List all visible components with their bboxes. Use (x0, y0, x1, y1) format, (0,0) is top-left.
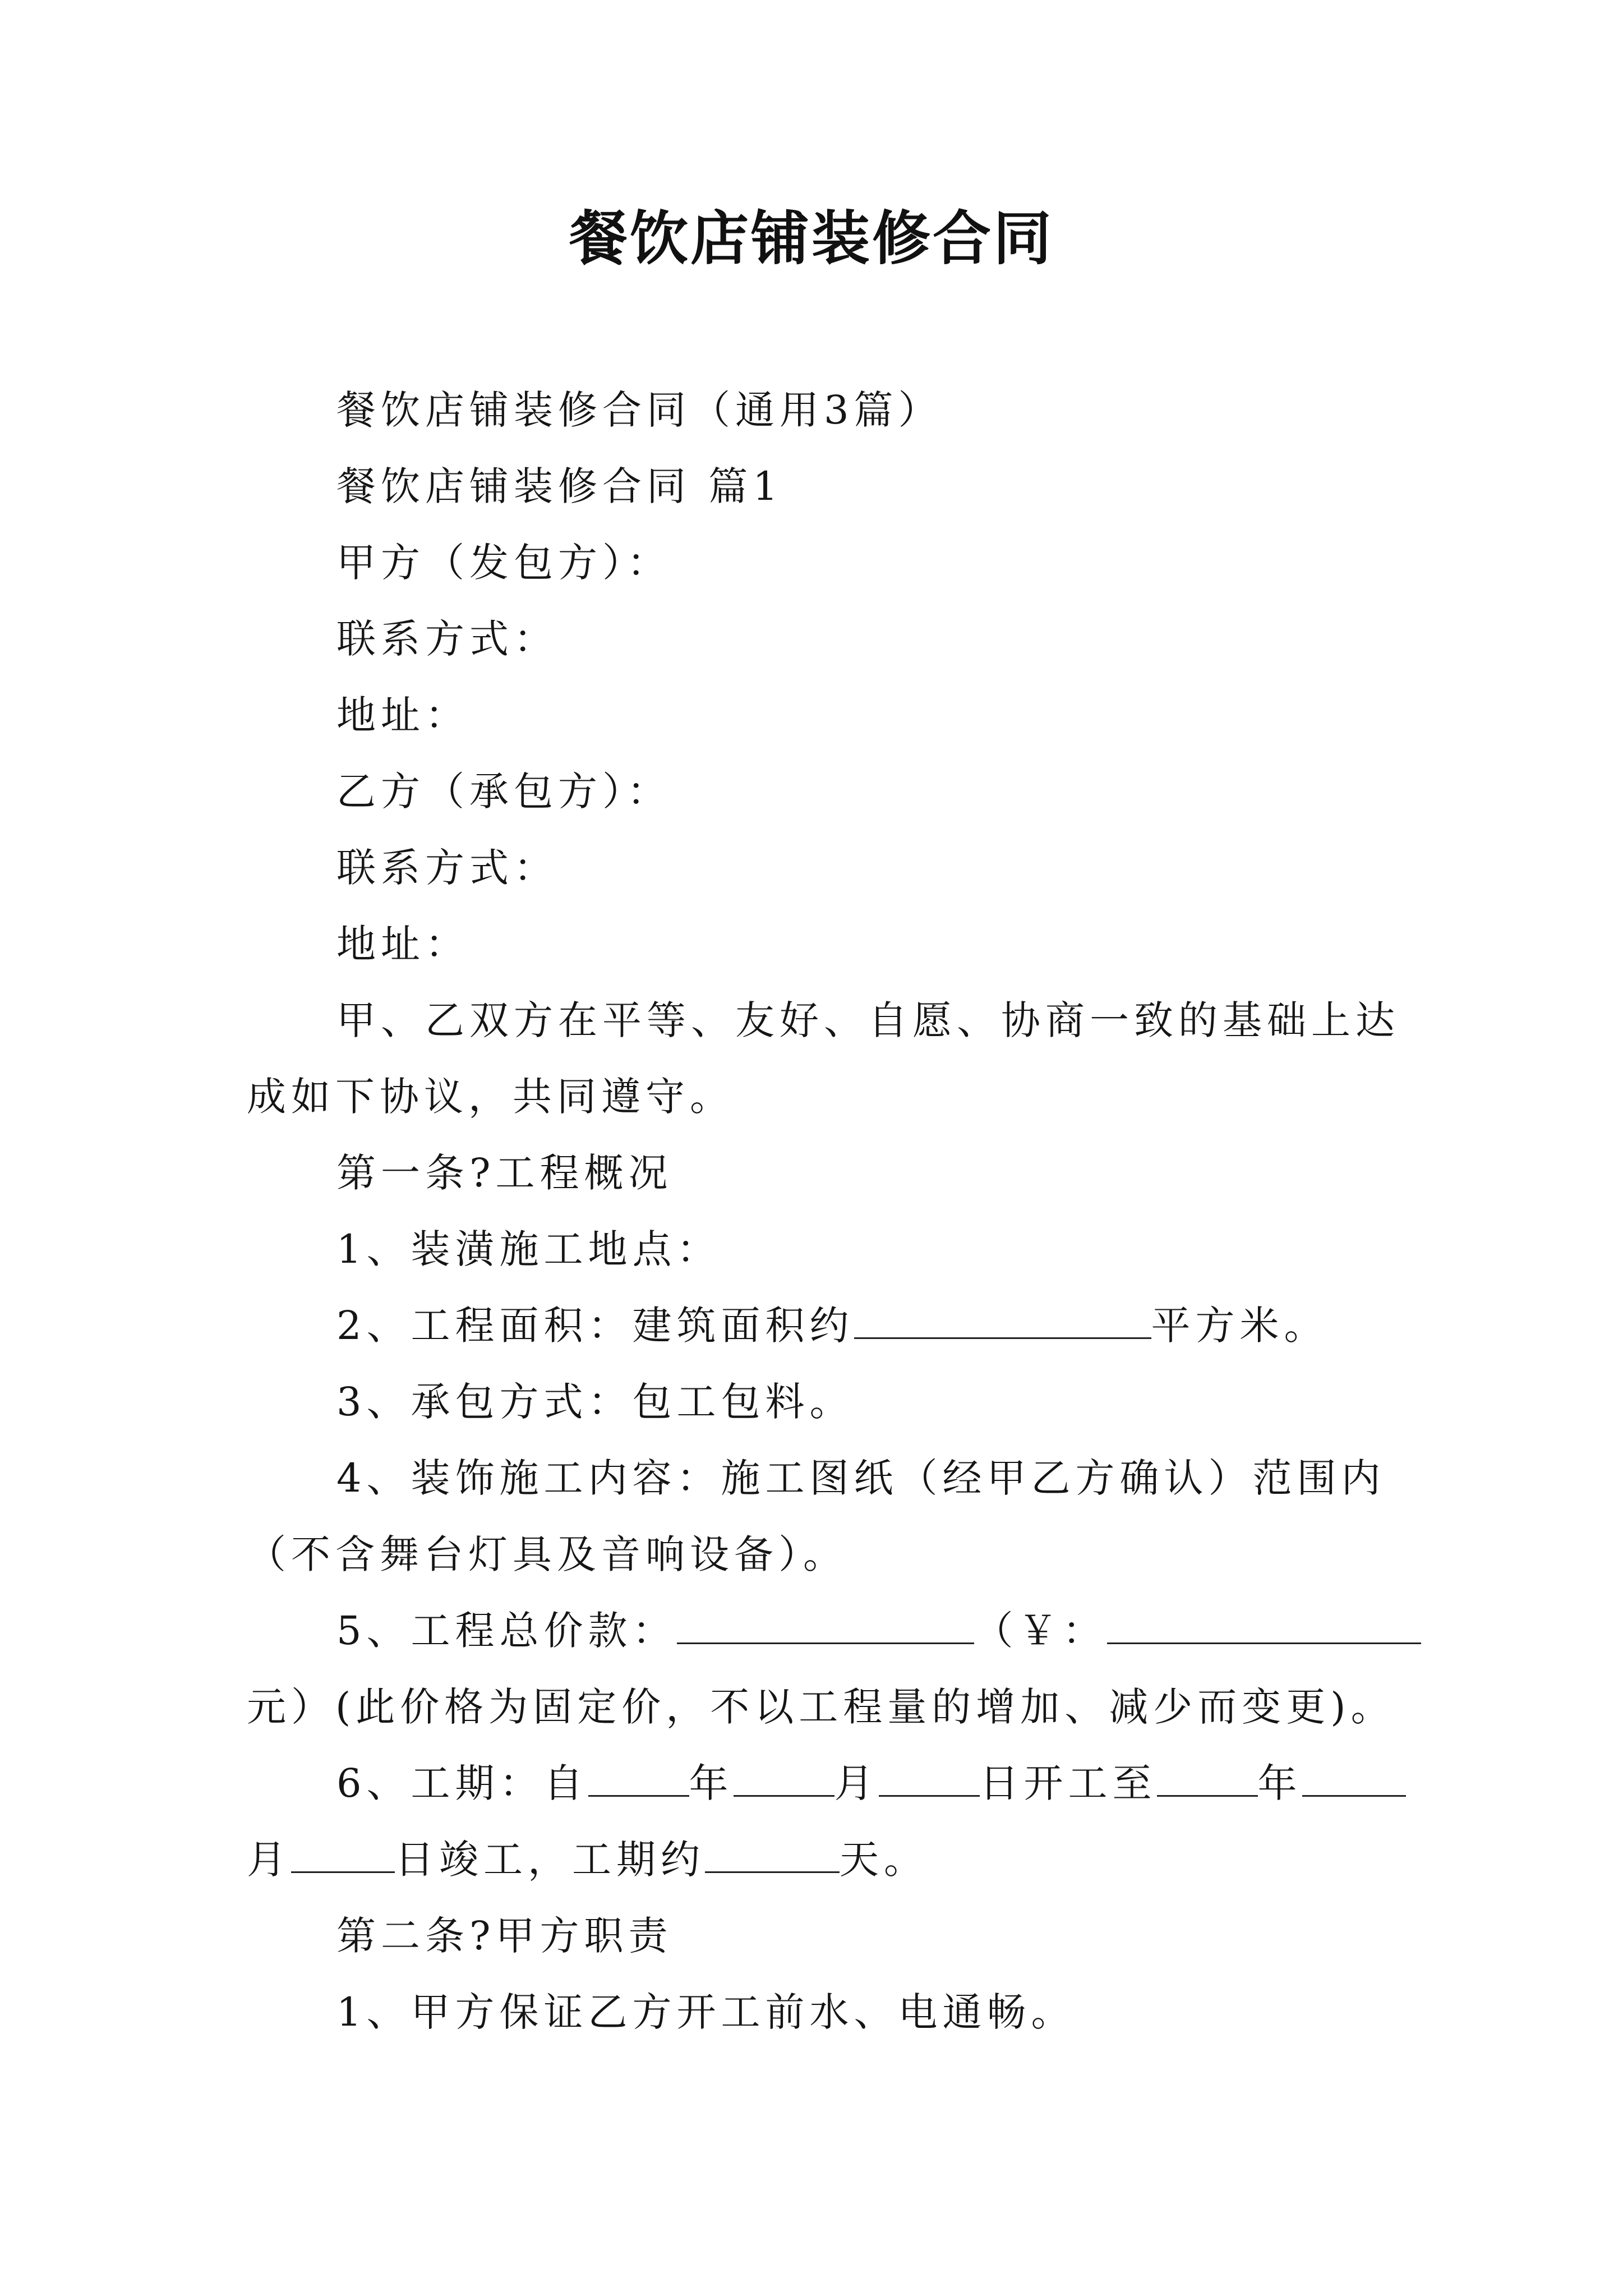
article1-item4-line1: 4、装饰施工内容：施工图纸（经甲乙方确认）范围内 (336, 1455, 1386, 1501)
end-month-blank-field (1302, 1759, 1406, 1797)
article1-heading: 第一条?工程概况 (336, 1150, 673, 1196)
party-b-address: 地址： (336, 921, 469, 967)
document-title: 餐饮店铺装修合同 (569, 204, 1054, 273)
item2-suffix: 平方米。 (1151, 1303, 1329, 1349)
article1-item3: 3、承包方式：包工包料。 (336, 1379, 854, 1425)
end-day-blank-field (291, 1835, 395, 1873)
item5-prefix: 5、工程总价款： (336, 1608, 677, 1654)
article2-item1: 1、甲方保证乙方开工前水、电通畅。 (336, 1989, 1076, 2035)
party-b-contact: 联系方式： (336, 845, 558, 891)
article1-item2 (336, 1300, 1329, 1351)
party-a-contact: 联系方式： (336, 616, 558, 662)
end-year-blank-field (1157, 1759, 1258, 1797)
item6-day-start: 日开工至 (979, 1760, 1157, 1806)
start-month-blank-field (734, 1759, 834, 1797)
item5-middle: （￥： (974, 1608, 1107, 1654)
item6-year1: 年 (689, 1760, 734, 1806)
item2-prefix: 2、工程面积：建筑面积约 (336, 1303, 854, 1349)
item6-line2-month: 月 (247, 1837, 291, 1883)
price-amount-blank-field (1107, 1607, 1421, 1644)
item6-line2-mid: 日竣工，工期约 (395, 1837, 705, 1883)
article1-item6-line2 (247, 1834, 928, 1885)
party-b-label: 乙方（承包方）： (336, 769, 671, 815)
article1-item5-line1 (336, 1605, 1421, 1656)
item6-month1: 月 (834, 1760, 879, 1806)
article1-item6-line1 (336, 1758, 1406, 1809)
article1-item1: 1、装潢施工地点： (336, 1226, 721, 1272)
area-blank-field (854, 1301, 1151, 1339)
article1-item4-line2: （不含舞台灯具及音响设备）。 (247, 1531, 847, 1577)
item6-prefix: 6、工期：自 (336, 1760, 588, 1806)
duration-days-blank-field (705, 1835, 840, 1873)
party-a-address: 地址： (336, 692, 469, 738)
total-price-blank-field (677, 1607, 974, 1644)
intro-paragraph-line2: 成如下协议，共同遵守。 (247, 1074, 734, 1120)
item6-year2: 年 (1257, 1760, 1302, 1806)
part-heading: 餐饮店铺装修合同 篇1 (336, 463, 783, 509)
intro-paragraph-line1: 甲、乙双方在平等、友好、自愿、协商一致的基础上达 (336, 997, 1400, 1043)
item6-line2-end: 天。 (840, 1837, 928, 1883)
start-day-blank-field (879, 1759, 980, 1797)
document-subtitle: 餐饮店铺装修合同（通用3篇） (336, 387, 943, 433)
party-a-label: 甲方（发包方）： (336, 540, 671, 586)
start-year-blank-field (588, 1759, 689, 1797)
article2-heading: 第二条?甲方职责 (336, 1913, 673, 1959)
article1-item5-line2: 元）(此价格为固定价，不以工程量的增加、减少而变更)。 (247, 1684, 1395, 1730)
